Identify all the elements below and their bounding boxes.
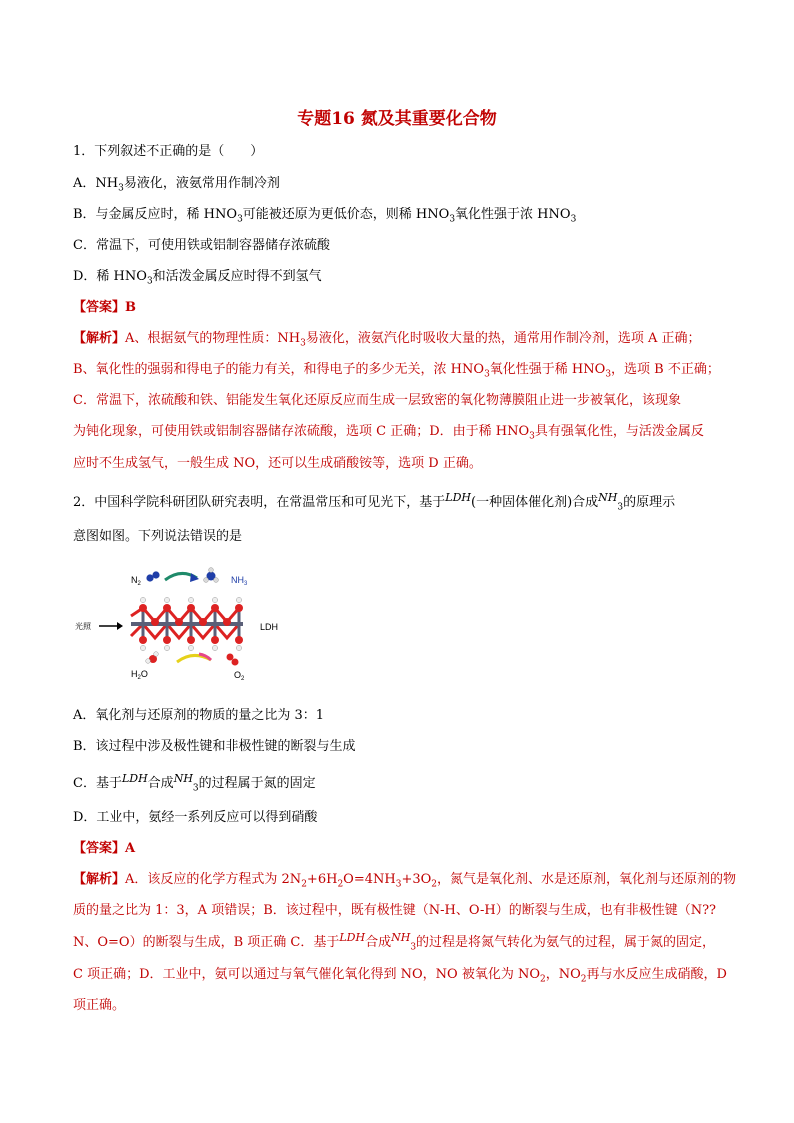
n2-atom [152,571,159,578]
q2-analysis-line-3: N、O=O）的断裂与生成，B 项正确 C．基于$^{LDH}$合成$^{NH}_3$的过程是将氮气转化为氨气的过程，属于氮的固定， [73,931,716,953]
q2-option-a: A．氧化剂与还原剂的物质的量之比为 3：1 [73,708,325,723]
q1-stem: 1．下列叙述不正确的是（ ） [73,144,264,159]
q1-analysis-line-3: C．常温下，浓硫酸和铁、铝能发生氧化还原反应而生成一层致密的氧化物薄膜阻止进一步被氧化，该现象 [73,393,681,408]
o2-atom [227,654,234,661]
nh3-label: $NH_3$ [231,575,248,587]
q1-analysis-line-1: 【解析】A、根据氨气的物理性质：$NH_3$易液化，液氨汽化时吸收大量的热，通常用作制冷剂，选项 A 正确； [73,331,701,349]
q2-answer: 【答案】A [73,841,136,856]
q1-option-d: D．稀 $HNO_3$和活泼金属反应时得不到氢气 [73,269,322,287]
ldh-mechanism-figure [73,562,303,687]
q1-option-c: C．常温下，可使用铁或铝制容器储存浓硫酸 [73,238,330,253]
q2-analysis-line-4: C 项正确；D．工业中，氨可以通过与氧气催化氧化得到 NO，NO 被氧化为 $NO_2$，$NO_2$再与水反应生成硝酸，D [73,967,727,985]
q1-option-b: B．与金属反应时，稀 $HNO_3$可能被还原为更低价态，则稀 $HNO_3$氧化性强于浓 $HNO_3$ [73,207,577,225]
q1-answer: 【答案】B [73,300,136,315]
q1-analysis-line-4: 为钝化现象，可使用铁或铝制容器储存浓硫酸，选项 C 正确；D．由于稀 $HNO_3$具有强氧化性，与活泼金属反 [73,424,704,442]
n2-label: $N_2$ [131,575,141,587]
o2-atom [232,659,239,666]
q2-option-b: B．该过程中涉及极性键和非极性键的断裂与生成 [73,739,356,754]
q2-analysis-line-5: 项正确。 [73,998,126,1013]
reaction-arrow-head [190,573,199,582]
light-label: 光照 [75,622,91,631]
q2-stem-line-1: 2．中国科学院科研团队研究表明，在常温常压和可见光下，基于$^{LDH}$(一种固体催化剂)合成$^{NH}_3$的原理示 [73,491,676,513]
q1-option-a: A．$NH_3$易液化，液氨常用作制冷剂 [73,176,280,194]
o2-label: $O_2$ [234,670,245,682]
q1-analysis-line-5: 应时不生成氢气，一般生成 NO，还可以生成硝酸铵等，选项 D 正确。 [73,456,482,471]
q2-stem-line-2: 意图如图。下列说法错误的是 [73,529,243,544]
q1-analysis-line-2: B、氧化性的强弱和得电子的能力有关，和得电子的多少无关，浓 $HNO_3$氧化性强于稀 $HNO_3$，选项 B 不正确； [73,362,720,380]
q2-option-d: D．工业中，氨经一系列反应可以得到硝酸 [73,810,318,825]
page-title: 专题16 氮及其重要化合物 [297,109,497,129]
ldh-lattice [131,597,243,650]
q2-analysis-line-2: 质的量之比为 1：3，A 项错误；B．该过程中，既有极性键（N-H、O-H）的断裂与生成，也有非极性键（N?? [73,903,717,918]
q2-analysis-line-1: 【解析】A．该反应的化学方程式为 $2N_2+6H_2O=4NH_3+3O_2$，氮气是氧化剂、水是还原剂，氧化剂与还原剂的物 [73,872,737,890]
q2-option-c: C．基于$^{LDH}$合成$^{NH}_3$的过程属于氮的固定 [73,772,316,794]
h2o-label: $H_2O$ [131,669,148,681]
ldh-label: LDH [260,622,279,632]
